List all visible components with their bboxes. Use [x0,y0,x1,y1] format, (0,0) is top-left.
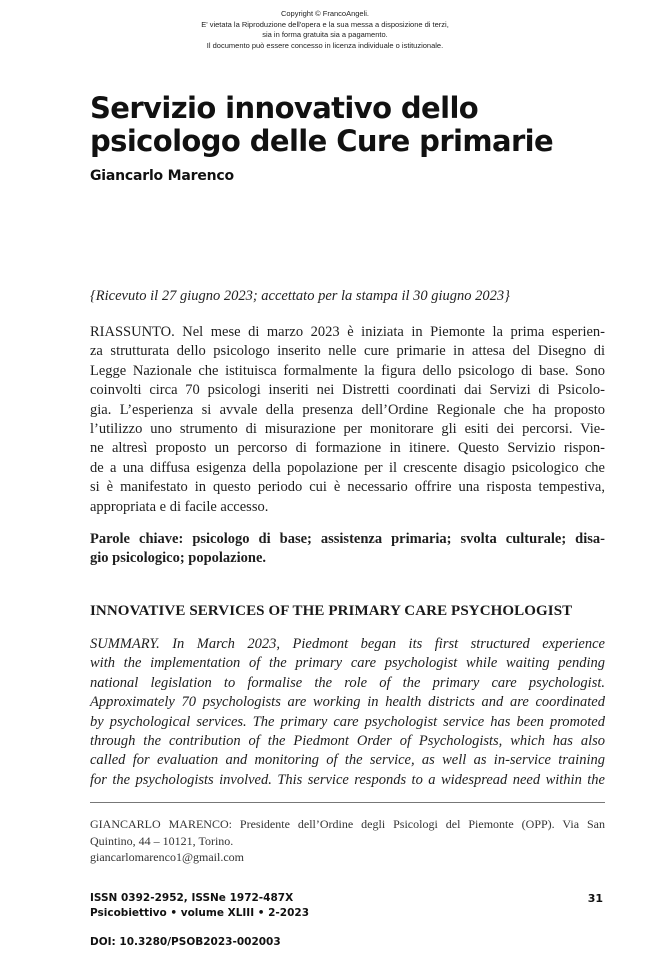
copyright-line: sia in forma gratuita sia a pagamento. [262,30,388,39]
copyright-line: Il documento può essere concesso in licenza individuale o istituzionale. [206,40,444,50]
copyright-line: E' vietata la Riproduzione dell'opera e la sua messa a disposizione di terzi, [201,19,449,29]
abstract-line: de a una diffusa esigenza della popolazione per il crescente disagio psicologico che [90,459,605,476]
received-dates: {Ricevuto il 27 giugno 2023; accettato per la stampa il 30 giugno 2023} [90,288,510,304]
issn: ISSN 0392-2952, ISSNe 1972-487X [90,892,294,904]
footnote-line: GIANCARLO MARENCO: Presidente dell’Ordine degli Psicologi del Piemonte (OPP). Via San [90,817,605,831]
abstract-line: ne altresì proposto un percorso di formazione in itinere. Questo Servizio rispon- [90,440,605,457]
footnote-line: Quintino, 44 – 10121, Torino. [90,833,234,848]
summary-line: with the implementation of the primary care psychologist while waiting pending [90,655,605,672]
page-number: 31 [587,892,603,905]
summary-line: national legislation to formalise the role of the primary care psychologist. [90,674,605,691]
author-footnote [90,816,605,866]
abstract-line: coinvolti circa 70 psicologi inseriti nei Distretti coordinati dai Servizi di Psicolo- [90,382,605,399]
article-title [90,92,610,158]
english-title: INNOVATIVE SERVICES OF THE PRIMARY CARE PSYCHOLOGIST [90,603,573,619]
abstract-line: RIASSUNTO. Nel mese di marzo 2023 è iniziata in Piemonte la prima esperien- [90,324,605,340]
summary-line: by psychological services. The primary care psychologist service has been promoted [90,713,605,730]
summary-line: SUMMARY. In March 2023, Piedmont began its first structured experience [90,636,605,652]
abstract-line: Legge Nazionale che istituisca formalmente la figura dello psicologo di base. Sono [90,362,605,379]
journal-info [90,891,309,921]
abstract-line: l’utilizzo uno strumento di misurazione per monitorare gli esiti dei percorsi. Vie- [90,421,605,438]
footnote-divider [90,802,605,803]
summary-line: Approximately 70 psychologists are working in health districts and are coordinated [90,694,605,711]
author-email: giancarlomarenco1@gmail.com [90,850,244,864]
title-line: Servizio innovativo dello [90,91,479,125]
keywords-line: Parole chiave: psicologo di base; assistenza primaria; svolta culturale; disa- [90,531,605,547]
article-author: Giancarlo Marenco [90,168,234,184]
summary-line: called for evaluation and monitoring of the service, as well as in-service training [90,752,605,769]
abstract-line: za strutturata dello psicologo inserito nelle cure primarie in attesa del Disegno di [90,343,605,360]
copyright-line: Copyright © FrancoAngeli. [280,9,370,18]
abstract-line: appropriata e di facile accesso. [90,498,269,515]
journal-volume: Psicobiettivo • volume XLIII • 2-2023 [90,907,310,919]
riassunto-abstract [90,323,605,517]
keywords-line: gio psicologico; popolazione. [90,550,267,567]
title-line: psicologo delle Cure primarie [90,124,554,158]
summary-abstract [90,635,605,790]
summary-line: for the psychologists involved. This service responds to a widespread need within the [90,771,605,788]
copyright-notice [0,9,650,51]
keywords [90,530,605,569]
summary-line: through the contribution of the Piedmont Order of Psychologists, which has also [90,733,605,750]
doi: DOI: 10.3280/PSOB2023-002003 [90,936,281,948]
abstract-line: gia. L’esperienza si avvale della presenza dell’Ordine Regionale che ha proposto [90,401,605,418]
abstract-line: si è manifestato in questo periodo cui è necessario offrire una risposta tempestiva, [90,479,605,496]
